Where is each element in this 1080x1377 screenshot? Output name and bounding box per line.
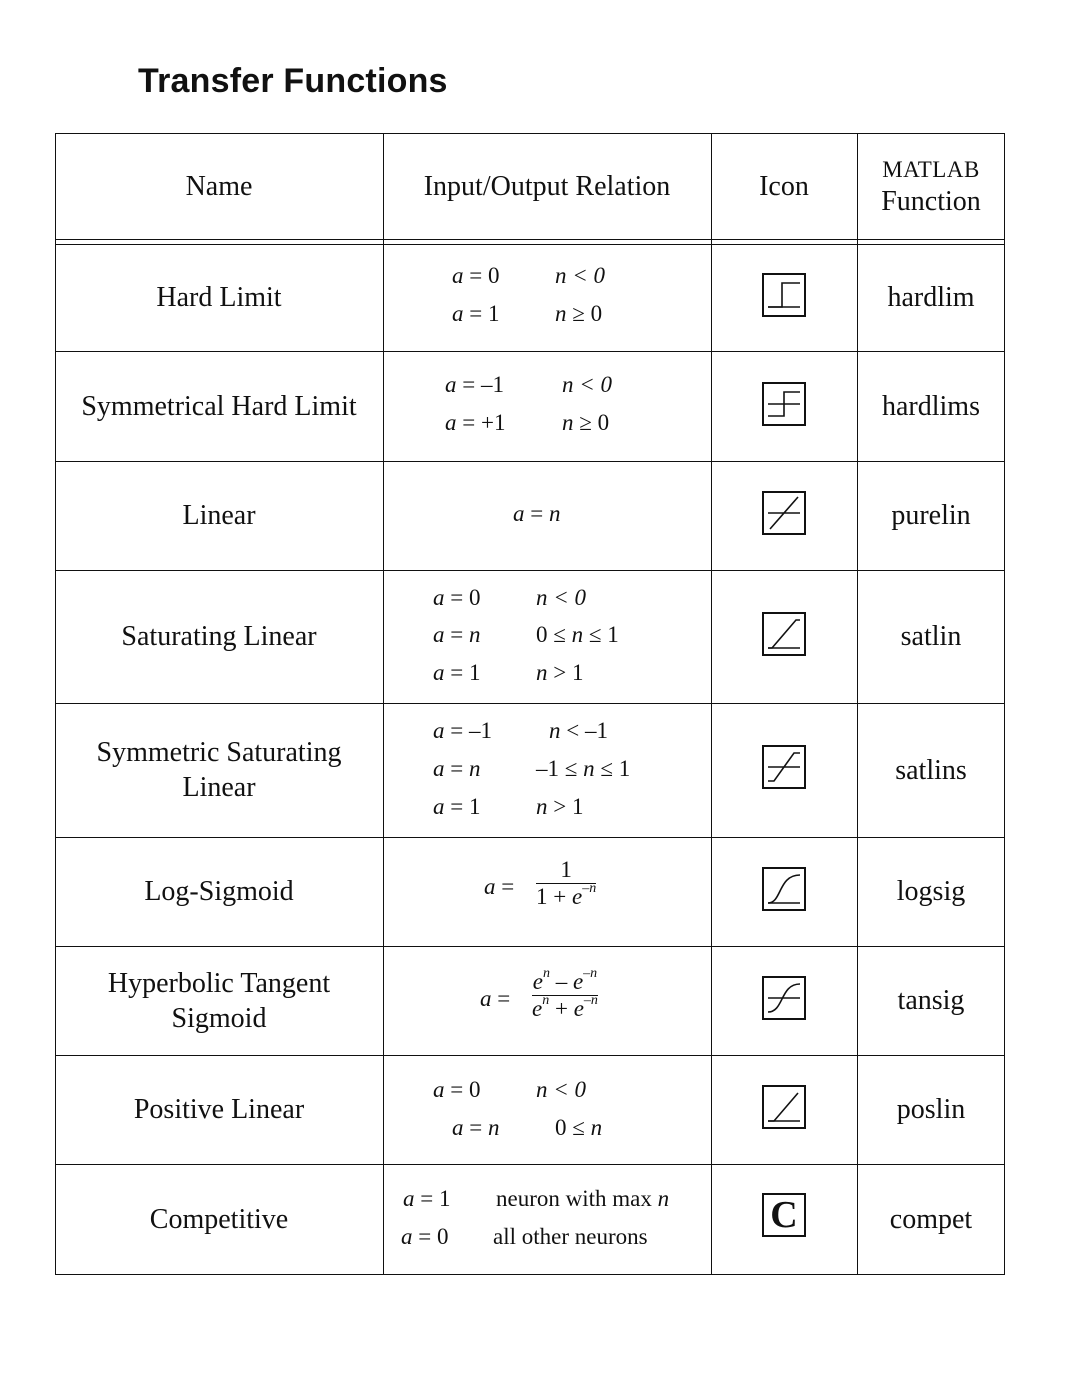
relation-n: n < 0 — [555, 263, 606, 288]
transfer-functions-table — [55, 133, 1005, 1275]
relation-n: 0 ≤ n — [555, 1115, 603, 1140]
relation-n: 0 ≤ n ≤ 1 — [536, 622, 619, 647]
symmetric-saturating-linear-icon — [762, 745, 806, 789]
row-name: Symmetrical Hard Limit — [81, 390, 357, 422]
row-name: Competitive — [149, 1203, 289, 1235]
relation-a: a = +1 — [445, 410, 506, 435]
row-name: Linear — [182, 500, 256, 531]
relation-n: –1 ≤ n ≤ 1 — [536, 756, 631, 781]
header-name: Name — [185, 170, 253, 202]
row-name-line: Symmetric Saturating — [96, 737, 342, 768]
matlab-function: hardlim — [887, 282, 975, 313]
relation-n: all other neurons — [493, 1224, 648, 1249]
relation-a: a = 1 — [403, 1186, 451, 1211]
row-name: Log-Sigmoid — [144, 876, 294, 907]
saturating-linear-icon — [762, 612, 806, 656]
relation-n: n < 0 — [536, 1077, 587, 1102]
matlab-function: purelin — [891, 500, 971, 531]
relation-a: a = 0 — [433, 1077, 481, 1102]
relation-n: n > 1 — [536, 794, 584, 819]
fraction-numerator: 1 — [560, 857, 572, 882]
log-sigmoid-fraction — [536, 857, 596, 910]
relation-n: n < –1 — [549, 718, 608, 743]
relation-a: a = n — [452, 1115, 500, 1140]
relation-n: n ≥ 0 — [555, 301, 603, 326]
relation-a: a = 0 — [401, 1224, 449, 1249]
relation-a: a = n — [513, 501, 561, 526]
header-matlab: MATLAB — [882, 157, 980, 182]
linear-icon — [762, 491, 806, 535]
competitive-icon — [762, 1193, 806, 1237]
hard-limit-icon — [762, 273, 806, 317]
page-title: Transfer Functions — [138, 62, 448, 100]
matlab-function: compet — [889, 1203, 973, 1235]
relation-n: n < 0 — [562, 372, 613, 397]
relation-a: a = –1 — [445, 372, 504, 397]
header-icon: Icon — [759, 170, 809, 202]
tan-sigmoid-icon — [762, 976, 806, 1020]
row-name-line: Linear — [182, 772, 256, 803]
column-divider — [711, 133, 712, 1275]
fraction-denominator: $1 + e^{-n}$ — [536, 881, 597, 909]
relation-a: a = 1 — [452, 301, 500, 326]
header-function: Function — [881, 186, 981, 217]
header-rule — [55, 239, 1005, 240]
symmetrical-hard-limit-icon — [762, 382, 806, 426]
relation-n: n > 1 — [536, 660, 584, 685]
matlab-function: satlins — [895, 754, 967, 786]
relation-lhs: a = — [480, 986, 511, 1011]
matlab-function: hardlims — [882, 390, 980, 422]
fraction-denominator: $e^n + e^{-n}$ — [532, 993, 598, 1021]
relation-a: a = –1 — [433, 718, 492, 743]
relation-a: a = 1 — [433, 794, 481, 819]
relation-a: a = 0 — [433, 585, 481, 610]
relation-a: a = 1 — [433, 660, 481, 685]
relation-n: n < 0 — [536, 585, 587, 610]
matlab-function: logsig — [896, 876, 966, 907]
competitive-icon-letter: C — [770, 1194, 798, 1236]
matlab-function: satlin — [900, 621, 962, 652]
relation-a: a = n — [433, 622, 481, 647]
row-name: Hard Limit — [156, 282, 282, 313]
row-name-line: Hyperbolic Tangent — [107, 967, 331, 999]
row-name — [55, 703, 383, 837]
header-matlab-function — [857, 133, 1005, 239]
header-relation: Input/Output Relation — [423, 170, 671, 202]
row-name: Saturating Linear — [121, 621, 317, 652]
matlab-function: poslin — [896, 1094, 966, 1125]
relation-a: a = n — [433, 756, 481, 781]
relation-lhs: a = — [484, 874, 515, 899]
positive-linear-icon — [762, 1085, 806, 1129]
relation-n: n ≥ 0 — [562, 410, 610, 435]
matlab-function: tansig — [897, 985, 965, 1016]
relation-a: a = 0 — [452, 263, 500, 288]
relation-n: neuron with max n — [496, 1186, 670, 1211]
row-name-line: Sigmoid — [171, 1002, 267, 1034]
log-sigmoid-icon — [762, 867, 806, 911]
fraction-numerator: $e^n - e^{-n}$ — [532, 966, 598, 994]
column-divider — [383, 133, 384, 1275]
row-name — [55, 946, 383, 1055]
tansig-fraction — [532, 966, 598, 1022]
row-name: Positive Linear — [133, 1094, 305, 1125]
